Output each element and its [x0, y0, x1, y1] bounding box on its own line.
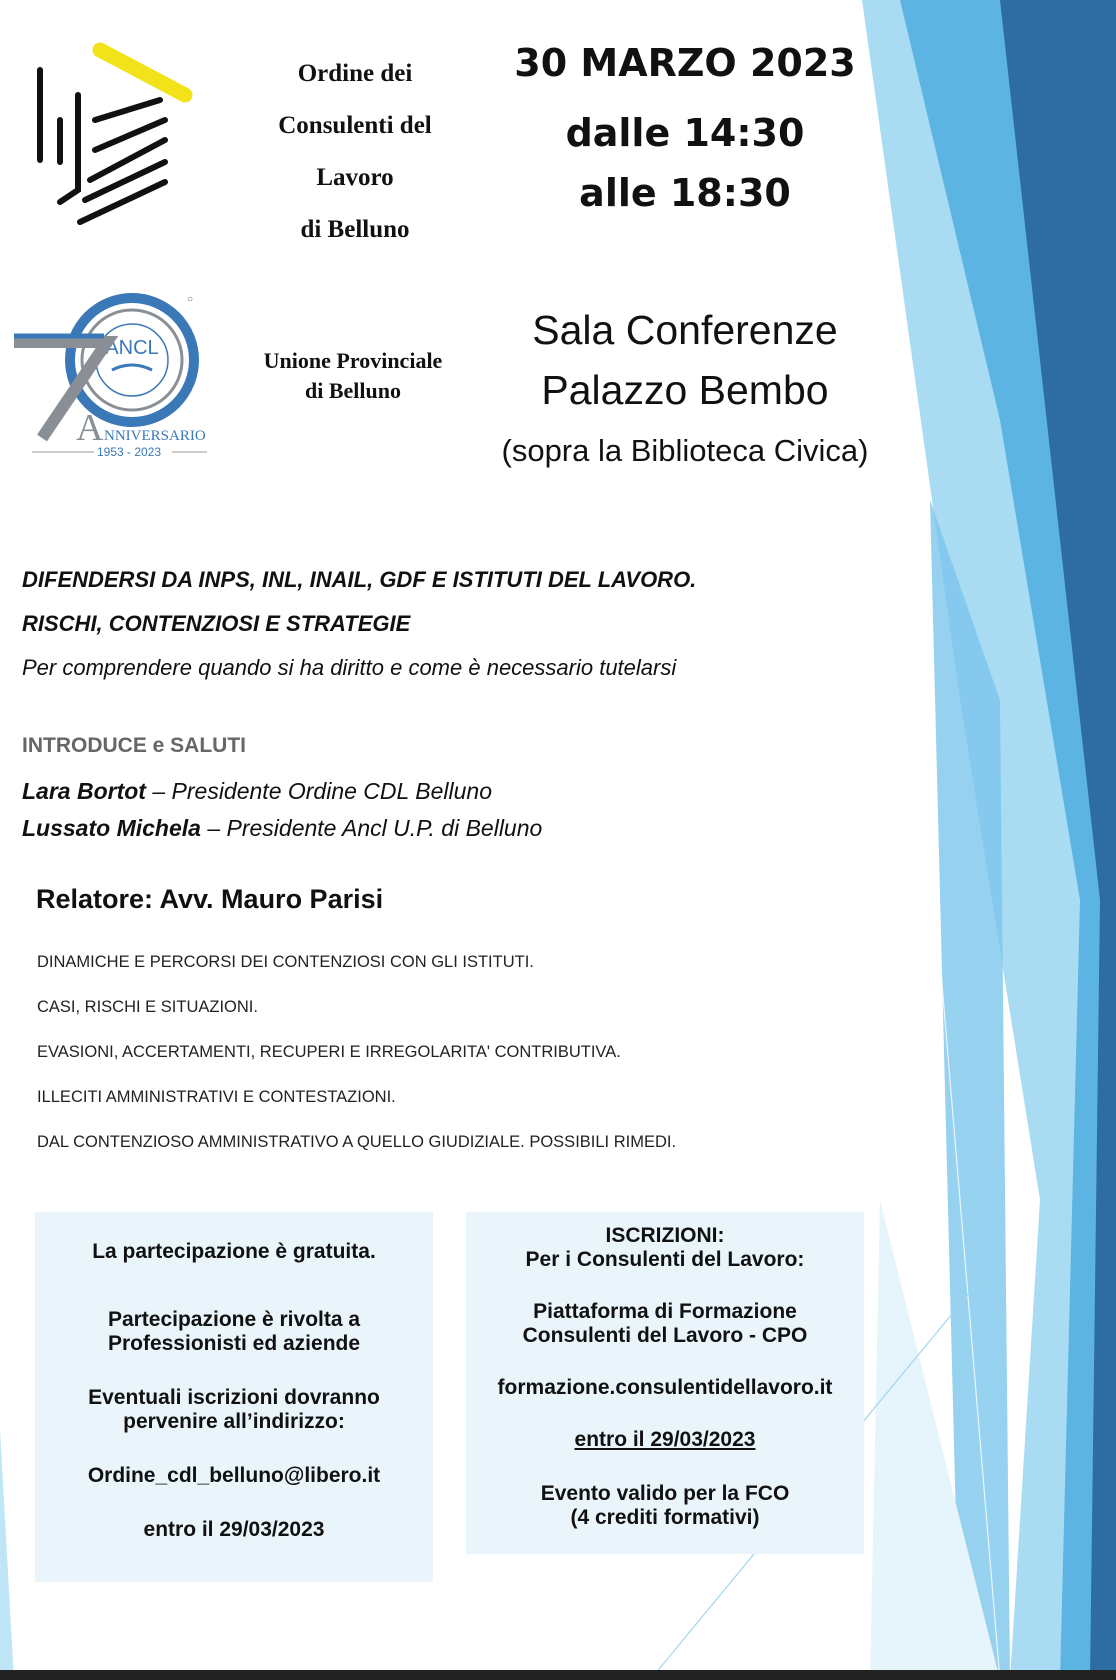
svg-text:○: ○ — [187, 294, 194, 305]
ancl-anniversary-logo — [12, 290, 212, 465]
venue-line1: Sala Conferenze — [532, 307, 838, 353]
ordine-line: Consulenti del — [278, 112, 432, 139]
intro-heading: INTRODUCE e SALUTI — [22, 734, 247, 757]
event-time-from: dalle 14:30 — [565, 111, 805, 155]
title-tagline: Per comprendere quando si ha diritto e come è necessario tutelarsi — [22, 655, 677, 680]
topic-item: ILLECITI AMMINISTRATIVI E CONTESTAZIONI. — [37, 1088, 396, 1106]
person-role: – Presidente Ancl U.P. di Belluno — [200, 815, 543, 841]
ordine-name — [250, 48, 460, 256]
ancl-badge-text: ANCL — [105, 337, 159, 359]
unione-line: Unione Provinciale — [263, 348, 443, 373]
intro-person — [22, 815, 542, 842]
person-name: Lara Bortot — [22, 778, 146, 804]
audience-line: Professionisti ed aziende — [107, 1332, 361, 1355]
platform-line: Piattaforma di Formazione — [533, 1300, 797, 1323]
participation-box — [35, 1212, 433, 1582]
anniversary-text: NNIVERSARIO — [104, 428, 206, 444]
title-line2: RISCHI, CONTENZIOSI E STRATEGIE — [22, 611, 411, 636]
left-deadline: entro il 29/03/2023 — [143, 1518, 325, 1541]
free-note: La partecipazione è gratuita. — [92, 1240, 376, 1263]
venue — [470, 300, 900, 476]
ordine-line: Ordine dei — [297, 60, 413, 87]
ordine-cdl-logo — [20, 40, 200, 230]
topic-item: DAL CONTENZIOSO AMMINISTRATIVO A QUELLO GIUDIZIALE. POSSIBILI RIMEDI. — [37, 1133, 677, 1151]
signup-line: Eventuali iscrizioni dovranno — [88, 1386, 380, 1409]
registration-box — [466, 1212, 864, 1554]
topic-list — [37, 940, 676, 1165]
registration-heading: ISCRIZIONI: — [605, 1224, 725, 1247]
ordine-line: di Belluno — [300, 216, 410, 243]
title-line1: DIFENDERSI DA INPS, INL, INAIL, GDF E ISTITUTI DEL LAVORO. — [22, 567, 697, 592]
anniversary-years: 1953 - 2023 — [97, 445, 162, 459]
signup-line: pervenire all’indirizzo: — [123, 1410, 345, 1433]
venue-line2: Palazzo Bembo — [541, 367, 829, 413]
contact-email[interactable]: Ordine_cdl_belluno@libero.it — [87, 1464, 381, 1487]
fco-line: Evento valido per la FCO — [540, 1482, 790, 1505]
right-deadline: entro il 29/03/2023 — [574, 1428, 756, 1451]
intro-person — [22, 778, 492, 805]
person-name: Lussato Michela — [22, 815, 201, 841]
person-role: – Presidente Ordine CDL Belluno — [145, 778, 493, 804]
unione-line: di Belluno — [305, 378, 401, 403]
speaker: Relatore: Avv. Mauro Parisi — [36, 884, 384, 914]
event-datetime — [505, 28, 865, 228]
audience-line: Partecipazione è rivolta a — [107, 1308, 361, 1331]
venue-note: (sopra la Biblioteca Civica) — [501, 433, 869, 468]
platform-line: Consulenti del Lavoro - CPO — [522, 1324, 808, 1347]
ordine-line: Lavoro — [316, 164, 394, 191]
topic-item: CASI, RISCHI E SITUAZIONI. — [37, 998, 258, 1016]
event-title — [22, 558, 696, 690]
unione-name — [248, 346, 458, 406]
topic-item: EVASIONI, ACCERTAMENTI, RECUPERI E IRREGOLARITA' CONTRIBUTIVA. — [37, 1043, 621, 1061]
svg-text:A: A — [76, 407, 104, 449]
platform-url[interactable]: formazione.consulentidellavoro.it — [497, 1376, 833, 1399]
credits-line: (4 crediti formativi) — [570, 1506, 760, 1529]
registration-for: Per i Consulenti del Lavoro: — [525, 1248, 805, 1271]
topic-item: DINAMICHE E PERCORSI DEI CONTENZIOSI CON GLI ISTITUTI. — [37, 953, 534, 971]
event-date: 30 MARZO 2023 — [514, 41, 856, 85]
event-time-to: alle 18:30 — [579, 171, 791, 215]
